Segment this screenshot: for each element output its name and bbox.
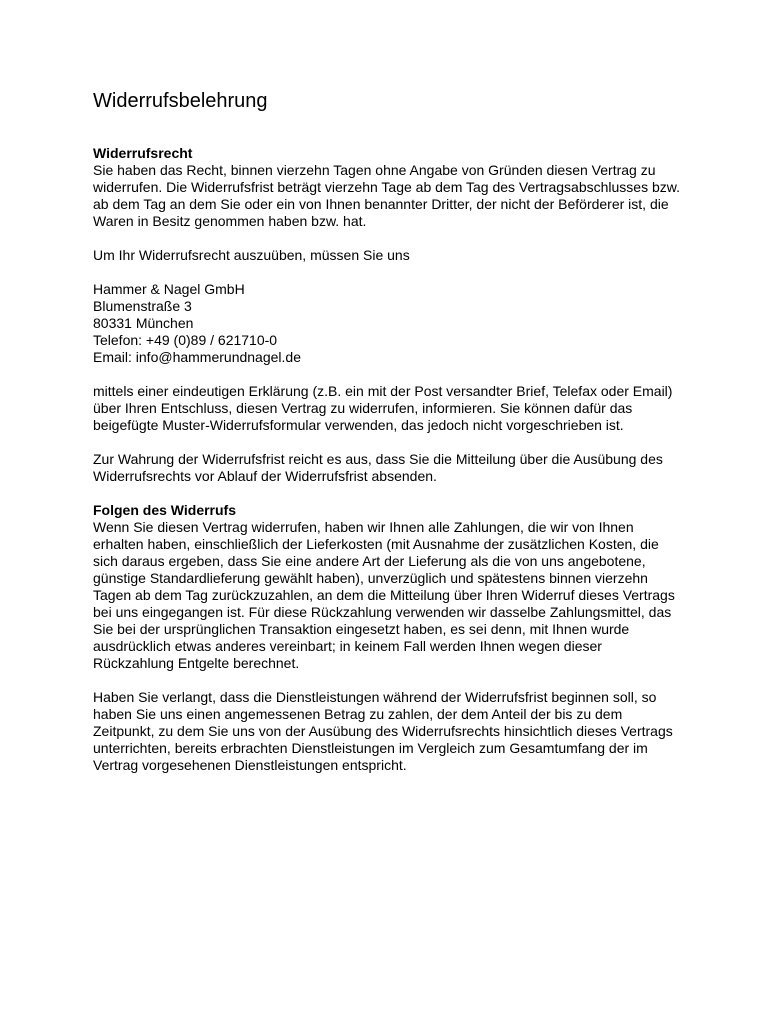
paragraph-widerrufsrecht-declaration: mittels einer eindeutigen Erklärung (z.B. ein mit der Post versandter Brief, Telefax oder Email) über Ihren Entschluss, diesen Vertrag zu widerrufen, informieren. Sie können dafür das beigefügte Muster-Widerrufsformular verwenden, das jedoch nicht vorgeschrieben ist. — [93, 383, 673, 433]
document-page — [93, 88, 683, 791]
company-name: Hammer & Nagel GmbH — [93, 281, 245, 297]
company-address-block — [93, 281, 683, 366]
company-phone: Telefon: +49 (0)89 / 621710-0 — [93, 332, 278, 348]
section-widerrufsrecht — [93, 145, 683, 485]
company-city: 80331 München — [93, 315, 194, 331]
section-heading-widerrufsrecht: Widerrufsrecht — [93, 145, 193, 161]
company-email: Email: info@hammerundnagel.de — [93, 349, 301, 365]
section-folgen — [93, 502, 683, 774]
paragraph-widerrufsrecht-deadline: Zur Wahrung der Widerrufsfrist reicht es aus, dass Sie die Mitteilung über die Ausübung des Widerrufsrechts vor Ablauf der Widerrufsfrist absenden. — [93, 451, 663, 484]
section-heading-folgen: Folgen des Widerrufs — [93, 502, 237, 518]
paragraph-widerrufsrecht-intro: Sie haben das Recht, binnen vierzehn Tagen ohne Angabe von Gründen diesen Vertrag zu widerrufen. Die Widerrufsfrist beträgt vierzehn Tage ab dem Tag des Vertragsabschlusses bzw. ab dem Tag an dem Sie oder ein von Ihnen benannter Dritter, der nicht der Beförderer ist, die Waren in Besitz genommen haben bzw. hat. — [93, 162, 680, 229]
company-street: Blumenstraße 3 — [93, 298, 192, 314]
paragraph-widerrufsrecht-exercise: Um Ihr Widerrufsrecht auszuüben, müssen Sie uns — [93, 247, 410, 263]
paragraph-folgen-refund: Wenn Sie diesen Vertrag widerrufen, haben wir Ihnen alle Zahlungen, die wir von Ihnen erhalten haben, einschließlich der Lieferkosten (mit Ausnahme der zusätzlichen Kosten, die sich daraus ergeben, dass Sie eine andere Art der Lieferung als die von uns angebotene, günstige Standardlieferung gewählt haben), unverzüglich und spätestens binnen vierzehn Tagen ab dem Tag zurückzuzahlen, an dem die Mitteilung über Ihren Widerruf dieses Vertrags bei uns eingegangen ist. Für diese Rückzahlung verwenden wir dasselbe Zahlungsmittel, das Sie bei der ursprünglichen Transaktion eingesetzt haben, es sei denn, mit Ihnen wurde ausdrücklich etwas anderes vereinbart; in keinem Fall werden Ihnen wegen dieser Rückzahlung Entgelte berechnet. — [93, 519, 675, 671]
paragraph-folgen-services: Haben Sie verlangt, dass die Dienstleistungen während der Widerrufsfrist beginnen soll, so haben Sie uns einen angemessenen Betrag zu zahlen, der dem Anteil der bis zu dem Zeitpunkt, zu dem Sie uns von der Ausübung des Widerrufsrechts hinsichtlich dieses Vertrags unterrichten, bereits erbrachten Dienstleistungen im Vergleich zum Gesamtumfang der im Vertrag vorgesehenen Dienstleistungen entspricht. — [93, 689, 673, 773]
page-title: Widerrufsbelehrung — [93, 90, 268, 112]
